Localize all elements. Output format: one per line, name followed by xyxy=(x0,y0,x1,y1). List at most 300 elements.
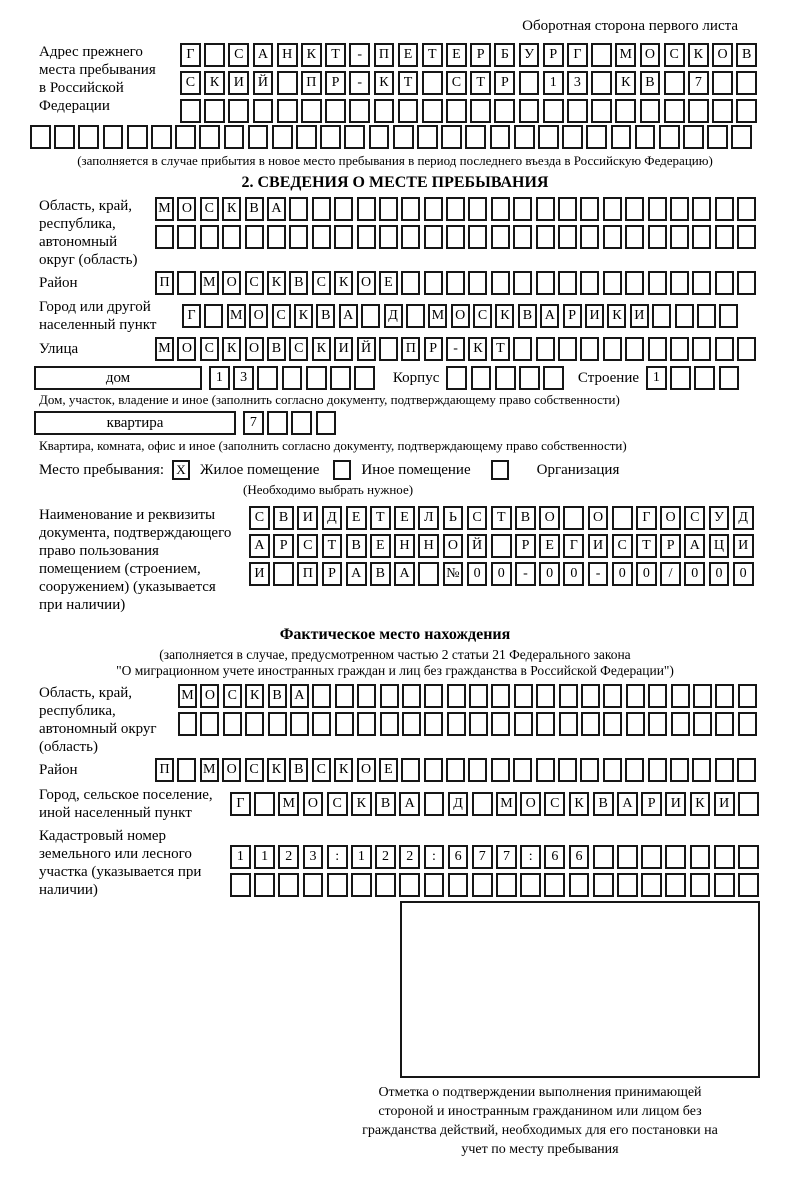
char-cell[interactable] xyxy=(245,225,264,249)
char-cell[interactable] xyxy=(659,125,680,149)
char-cell[interactable] xyxy=(625,758,644,782)
section2-city-row[interactable] xyxy=(182,304,738,328)
char-cell[interactable]: П xyxy=(301,71,322,95)
char-cell[interactable] xyxy=(351,873,372,897)
char-cell[interactable] xyxy=(424,684,443,708)
char-cell[interactable] xyxy=(707,125,728,149)
section2-district-row[interactable] xyxy=(155,271,756,295)
char-cell[interactable]: А xyxy=(290,684,309,708)
char-cell[interactable]: 0 xyxy=(612,562,633,586)
char-cell[interactable]: В xyxy=(316,304,335,328)
char-cell[interactable] xyxy=(312,684,331,708)
char-cell[interactable] xyxy=(78,125,99,149)
char-cell[interactable] xyxy=(491,712,510,736)
char-cell[interactable] xyxy=(448,873,469,897)
char-cell[interactable]: Т xyxy=(398,71,419,95)
char-cell[interactable]: 3 xyxy=(233,366,254,390)
char-cell[interactable]: : xyxy=(424,845,445,869)
char-cell[interactable] xyxy=(738,684,757,708)
char-cell[interactable] xyxy=(690,845,711,869)
char-cell[interactable]: П xyxy=(297,562,318,586)
char-cell[interactable]: М xyxy=(200,758,219,782)
char-cell[interactable]: И xyxy=(334,337,353,361)
char-cell[interactable] xyxy=(468,271,487,295)
char-cell[interactable] xyxy=(558,271,577,295)
char-cell[interactable] xyxy=(648,197,667,221)
char-cell[interactable]: 6 xyxy=(448,845,469,869)
char-cell[interactable] xyxy=(424,873,445,897)
char-cell[interactable] xyxy=(671,712,690,736)
char-cell[interactable] xyxy=(635,125,656,149)
char-cell[interactable] xyxy=(335,712,354,736)
char-cell[interactable]: Р xyxy=(273,534,294,558)
char-cell[interactable] xyxy=(402,712,421,736)
char-cell[interactable] xyxy=(683,125,704,149)
char-cell[interactable] xyxy=(418,562,439,586)
char-cell[interactable] xyxy=(641,873,662,897)
char-cell[interactable] xyxy=(558,197,577,221)
char-cell[interactable]: К xyxy=(495,304,514,328)
char-cell[interactable]: М xyxy=(227,304,246,328)
char-cell[interactable] xyxy=(737,197,756,221)
char-cell[interactable] xyxy=(693,712,712,736)
char-cell[interactable] xyxy=(398,99,419,123)
char-cell[interactable] xyxy=(254,792,275,816)
char-cell[interactable]: В xyxy=(593,792,614,816)
char-cell[interactable]: Р xyxy=(470,43,491,67)
char-cell[interactable] xyxy=(692,271,711,295)
char-cell[interactable]: - xyxy=(515,562,536,586)
char-cell[interactable] xyxy=(470,99,491,123)
char-cell[interactable] xyxy=(719,304,738,328)
char-cell[interactable] xyxy=(543,99,564,123)
actual-city-row[interactable] xyxy=(230,792,759,816)
char-cell[interactable] xyxy=(471,366,492,390)
char-cell[interactable] xyxy=(401,225,420,249)
char-cell[interactable]: О xyxy=(222,758,241,782)
char-cell[interactable]: Е xyxy=(398,43,419,67)
char-cell[interactable] xyxy=(224,125,245,149)
char-cell[interactable]: К xyxy=(690,792,711,816)
char-cell[interactable]: - xyxy=(588,562,609,586)
char-cell[interactable]: 0 xyxy=(684,562,705,586)
char-cell[interactable] xyxy=(491,684,510,708)
document-row-2[interactable] xyxy=(249,534,754,558)
char-cell[interactable] xyxy=(665,845,686,869)
prev-address-overflow-row[interactable] xyxy=(30,125,760,149)
char-cell[interactable]: О xyxy=(177,337,196,361)
char-cell[interactable] xyxy=(222,225,241,249)
char-cell[interactable] xyxy=(719,366,740,390)
char-cell[interactable] xyxy=(303,873,324,897)
char-cell[interactable] xyxy=(603,271,622,295)
char-cell[interactable] xyxy=(361,304,380,328)
char-cell[interactable]: Р xyxy=(660,534,681,558)
char-cell[interactable]: К xyxy=(468,337,487,361)
char-cell[interactable] xyxy=(447,712,466,736)
char-cell[interactable] xyxy=(424,197,443,221)
stay-type-checkbox-other[interactable] xyxy=(333,460,351,480)
char-cell[interactable]: М xyxy=(155,197,174,221)
char-cell[interactable] xyxy=(558,225,577,249)
char-cell[interactable]: К xyxy=(569,792,590,816)
char-cell[interactable] xyxy=(536,712,555,736)
char-cell[interactable] xyxy=(559,684,578,708)
char-cell[interactable] xyxy=(738,845,759,869)
house-number-row[interactable] xyxy=(209,366,375,390)
char-cell[interactable] xyxy=(715,225,734,249)
char-cell[interactable]: В xyxy=(370,562,391,586)
char-cell[interactable] xyxy=(268,712,287,736)
char-cell[interactable]: В xyxy=(273,506,294,530)
char-cell[interactable] xyxy=(447,684,466,708)
char-cell[interactable] xyxy=(155,225,174,249)
char-cell[interactable] xyxy=(641,845,662,869)
char-cell[interactable] xyxy=(603,758,622,782)
char-cell[interactable] xyxy=(715,337,734,361)
char-cell[interactable] xyxy=(402,684,421,708)
char-cell[interactable] xyxy=(603,712,622,736)
char-cell[interactable]: 3 xyxy=(303,845,324,869)
char-cell[interactable] xyxy=(690,873,711,897)
char-cell[interactable]: 6 xyxy=(569,845,590,869)
char-cell[interactable] xyxy=(692,337,711,361)
char-cell[interactable] xyxy=(424,792,445,816)
char-cell[interactable]: И xyxy=(588,534,609,558)
char-cell[interactable]: С xyxy=(664,43,685,67)
char-cell[interactable]: У xyxy=(709,506,730,530)
char-cell[interactable] xyxy=(375,873,396,897)
char-cell[interactable] xyxy=(200,712,219,736)
char-cell[interactable] xyxy=(580,337,599,361)
prev-address-row-2[interactable] xyxy=(180,71,757,95)
char-cell[interactable]: 1 xyxy=(543,71,564,95)
char-cell[interactable]: С xyxy=(446,71,467,95)
char-cell[interactable]: О xyxy=(539,506,560,530)
char-cell[interactable] xyxy=(495,366,516,390)
char-cell[interactable]: О xyxy=(303,792,324,816)
char-cell[interactable] xyxy=(178,712,197,736)
char-cell[interactable] xyxy=(715,712,734,736)
char-cell[interactable] xyxy=(580,758,599,782)
char-cell[interactable] xyxy=(422,99,443,123)
char-cell[interactable] xyxy=(301,99,322,123)
char-cell[interactable] xyxy=(603,197,622,221)
char-cell[interactable]: А xyxy=(394,562,415,586)
char-cell[interactable] xyxy=(697,304,716,328)
char-cell[interactable] xyxy=(513,758,532,782)
stay-type-checkbox-residential[interactable]: X xyxy=(172,460,190,480)
char-cell[interactable] xyxy=(694,366,715,390)
apartment-number-row[interactable] xyxy=(243,411,336,435)
char-cell[interactable]: Т xyxy=(322,534,343,558)
char-cell[interactable] xyxy=(580,197,599,221)
char-cell[interactable]: К xyxy=(688,43,709,67)
char-cell[interactable] xyxy=(472,792,493,816)
char-cell[interactable] xyxy=(465,125,486,149)
char-cell[interactable] xyxy=(277,99,298,123)
char-cell[interactable] xyxy=(357,225,376,249)
char-cell[interactable] xyxy=(468,197,487,221)
cadastral-row-1[interactable] xyxy=(230,845,759,869)
char-cell[interactable] xyxy=(536,271,555,295)
char-cell[interactable]: Р xyxy=(424,337,443,361)
char-cell[interactable]: Р xyxy=(325,71,346,95)
char-cell[interactable] xyxy=(688,99,709,123)
char-cell[interactable]: С xyxy=(289,337,308,361)
char-cell[interactable]: Г xyxy=(182,304,201,328)
char-cell[interactable] xyxy=(253,99,274,123)
char-cell[interactable] xyxy=(496,873,517,897)
char-cell[interactable]: К xyxy=(301,43,322,67)
char-cell[interactable]: С xyxy=(684,506,705,530)
char-cell[interactable]: Н xyxy=(394,534,415,558)
char-cell[interactable] xyxy=(30,125,51,149)
stay-type-checkbox-organization[interactable] xyxy=(491,460,509,480)
char-cell[interactable]: К xyxy=(294,304,313,328)
char-cell[interactable] xyxy=(446,366,467,390)
char-cell[interactable] xyxy=(714,873,735,897)
char-cell[interactable]: Д xyxy=(448,792,469,816)
char-cell[interactable]: О xyxy=(245,337,264,361)
char-cell[interactable] xyxy=(494,99,515,123)
char-cell[interactable] xyxy=(536,337,555,361)
char-cell[interactable] xyxy=(327,873,348,897)
char-cell[interactable] xyxy=(665,873,686,897)
char-cell[interactable]: А xyxy=(617,792,638,816)
char-cell[interactable] xyxy=(714,845,735,869)
char-cell[interactable] xyxy=(223,712,242,736)
char-cell[interactable]: Е xyxy=(370,534,391,558)
char-cell[interactable] xyxy=(737,337,756,361)
char-cell[interactable] xyxy=(612,506,633,530)
char-cell[interactable]: Е xyxy=(394,506,415,530)
char-cell[interactable] xyxy=(514,684,533,708)
char-cell[interactable]: Т xyxy=(370,506,391,530)
char-cell[interactable]: М xyxy=(155,337,174,361)
char-cell[interactable]: П xyxy=(374,43,395,67)
char-cell[interactable] xyxy=(379,197,398,221)
char-cell[interactable]: : xyxy=(520,845,541,869)
char-cell[interactable]: О xyxy=(249,304,268,328)
char-cell[interactable]: С xyxy=(245,758,264,782)
prev-address-row-1[interactable] xyxy=(180,43,757,67)
char-cell[interactable] xyxy=(675,304,694,328)
char-cell[interactable]: Й xyxy=(467,534,488,558)
char-cell[interactable] xyxy=(581,712,600,736)
char-cell[interactable]: П xyxy=(401,337,420,361)
char-cell[interactable] xyxy=(267,225,286,249)
char-cell[interactable]: Г xyxy=(563,534,584,558)
char-cell[interactable]: Г xyxy=(567,43,588,67)
char-cell[interactable]: А xyxy=(399,792,420,816)
char-cell[interactable]: Р xyxy=(543,43,564,67)
char-cell[interactable]: 0 xyxy=(733,562,754,586)
char-cell[interactable] xyxy=(468,758,487,782)
char-cell[interactable] xyxy=(177,225,196,249)
char-cell[interactable]: К xyxy=(267,271,286,295)
char-cell[interactable] xyxy=(230,873,251,897)
char-cell[interactable] xyxy=(652,304,671,328)
char-cell[interactable] xyxy=(591,71,612,95)
char-cell[interactable] xyxy=(591,99,612,123)
char-cell[interactable]: С xyxy=(612,534,633,558)
char-cell[interactable] xyxy=(670,337,689,361)
char-cell[interactable]: Р xyxy=(641,792,662,816)
char-cell[interactable] xyxy=(617,845,638,869)
char-cell[interactable] xyxy=(625,337,644,361)
char-cell[interactable] xyxy=(491,758,510,782)
char-cell[interactable] xyxy=(278,873,299,897)
char-cell[interactable] xyxy=(625,271,644,295)
char-cell[interactable] xyxy=(491,534,512,558)
char-cell[interactable]: 1 xyxy=(351,845,372,869)
char-cell[interactable]: О xyxy=(640,43,661,67)
char-cell[interactable] xyxy=(519,366,540,390)
char-cell[interactable] xyxy=(648,684,667,708)
char-cell[interactable]: Ь xyxy=(443,506,464,530)
char-cell[interactable] xyxy=(625,197,644,221)
actual-region-row-1[interactable] xyxy=(178,684,757,708)
char-cell[interactable]: И xyxy=(665,792,686,816)
actual-region-row-2[interactable] xyxy=(178,712,757,736)
char-cell[interactable] xyxy=(180,99,201,123)
char-cell[interactable]: И xyxy=(585,304,604,328)
char-cell[interactable] xyxy=(603,225,622,249)
char-cell[interactable]: 0 xyxy=(491,562,512,586)
char-cell[interactable] xyxy=(538,125,559,149)
char-cell[interactable]: С xyxy=(272,304,291,328)
char-cell[interactable] xyxy=(272,125,293,149)
char-cell[interactable] xyxy=(692,225,711,249)
section2-region-row-2[interactable] xyxy=(155,225,756,249)
char-cell[interactable]: Г xyxy=(230,792,251,816)
section2-street-row[interactable] xyxy=(155,337,756,361)
char-cell[interactable]: И xyxy=(228,71,249,95)
char-cell[interactable] xyxy=(715,197,734,221)
char-cell[interactable] xyxy=(204,304,223,328)
char-cell[interactable]: К xyxy=(607,304,626,328)
char-cell[interactable] xyxy=(715,684,734,708)
char-cell[interactable] xyxy=(491,225,510,249)
char-cell[interactable] xyxy=(257,366,278,390)
char-cell[interactable]: Т xyxy=(470,71,491,95)
char-cell[interactable] xyxy=(291,411,312,435)
char-cell[interactable]: 0 xyxy=(539,562,560,586)
char-cell[interactable] xyxy=(399,873,420,897)
char-cell[interactable]: Е xyxy=(379,758,398,782)
char-cell[interactable]: Ц xyxy=(709,534,730,558)
char-cell[interactable]: С xyxy=(297,534,318,558)
char-cell[interactable]: О xyxy=(660,506,681,530)
char-cell[interactable]: К xyxy=(312,337,331,361)
char-cell[interactable]: К xyxy=(245,684,264,708)
char-cell[interactable] xyxy=(567,99,588,123)
char-cell[interactable] xyxy=(580,225,599,249)
char-cell[interactable] xyxy=(306,366,327,390)
char-cell[interactable] xyxy=(380,712,399,736)
char-cell[interactable] xyxy=(379,337,398,361)
char-cell[interactable]: И xyxy=(630,304,649,328)
char-cell[interactable]: 0 xyxy=(636,562,657,586)
char-cell[interactable] xyxy=(593,845,614,869)
char-cell[interactable] xyxy=(446,197,465,221)
char-cell[interactable]: А xyxy=(267,197,286,221)
char-cell[interactable]: П xyxy=(155,271,174,295)
char-cell[interactable] xyxy=(737,271,756,295)
char-cell[interactable] xyxy=(648,271,667,295)
char-cell[interactable]: № xyxy=(443,562,464,586)
char-cell[interactable]: М xyxy=(178,684,197,708)
char-cell[interactable] xyxy=(320,125,341,149)
char-cell[interactable] xyxy=(581,684,600,708)
char-cell[interactable]: С xyxy=(249,506,270,530)
char-cell[interactable]: 7 xyxy=(496,845,517,869)
char-cell[interactable]: К xyxy=(615,71,636,95)
char-cell[interactable] xyxy=(593,873,614,897)
char-cell[interactable]: Р xyxy=(322,562,343,586)
char-cell[interactable]: И xyxy=(733,534,754,558)
char-cell[interactable] xyxy=(611,125,632,149)
char-cell[interactable] xyxy=(312,712,331,736)
char-cell[interactable] xyxy=(670,271,689,295)
document-row-3[interactable] xyxy=(249,562,754,586)
char-cell[interactable]: О xyxy=(712,43,733,67)
char-cell[interactable] xyxy=(513,337,532,361)
char-cell[interactable] xyxy=(446,225,465,249)
char-cell[interactable] xyxy=(536,225,555,249)
char-cell[interactable]: С xyxy=(228,43,249,67)
char-cell[interactable] xyxy=(468,225,487,249)
char-cell[interactable] xyxy=(692,197,711,221)
char-cell[interactable]: С xyxy=(312,758,331,782)
char-cell[interactable] xyxy=(374,99,395,123)
char-cell[interactable] xyxy=(441,125,462,149)
char-cell[interactable]: 2 xyxy=(399,845,420,869)
char-cell[interactable] xyxy=(424,271,443,295)
prev-address-row-3[interactable] xyxy=(180,99,757,123)
char-cell[interactable] xyxy=(422,71,443,95)
char-cell[interactable]: Т xyxy=(422,43,443,67)
char-cell[interactable] xyxy=(380,684,399,708)
char-cell[interactable]: Е xyxy=(346,506,367,530)
char-cell[interactable] xyxy=(103,125,124,149)
char-cell[interactable]: С xyxy=(200,197,219,221)
char-cell[interactable] xyxy=(648,758,667,782)
char-cell[interactable]: А xyxy=(253,43,274,67)
char-cell[interactable]: В xyxy=(245,197,264,221)
char-cell[interactable]: У xyxy=(519,43,540,67)
char-cell[interactable]: Б xyxy=(494,43,515,67)
char-cell[interactable] xyxy=(151,125,172,149)
char-cell[interactable] xyxy=(664,99,685,123)
char-cell[interactable]: М xyxy=(615,43,636,67)
char-cell[interactable]: И xyxy=(249,562,270,586)
char-cell[interactable] xyxy=(248,125,269,149)
char-cell[interactable]: П xyxy=(155,758,174,782)
char-cell[interactable] xyxy=(625,225,644,249)
char-cell[interactable] xyxy=(177,271,196,295)
char-cell[interactable]: В xyxy=(518,304,537,328)
char-cell[interactable] xyxy=(393,125,414,149)
char-cell[interactable]: / xyxy=(660,562,681,586)
char-cell[interactable] xyxy=(626,712,645,736)
korpus-row[interactable] xyxy=(446,366,564,390)
char-cell[interactable] xyxy=(357,712,376,736)
char-cell[interactable]: 6 xyxy=(544,845,565,869)
char-cell[interactable]: 0 xyxy=(467,562,488,586)
char-cell[interactable] xyxy=(640,99,661,123)
